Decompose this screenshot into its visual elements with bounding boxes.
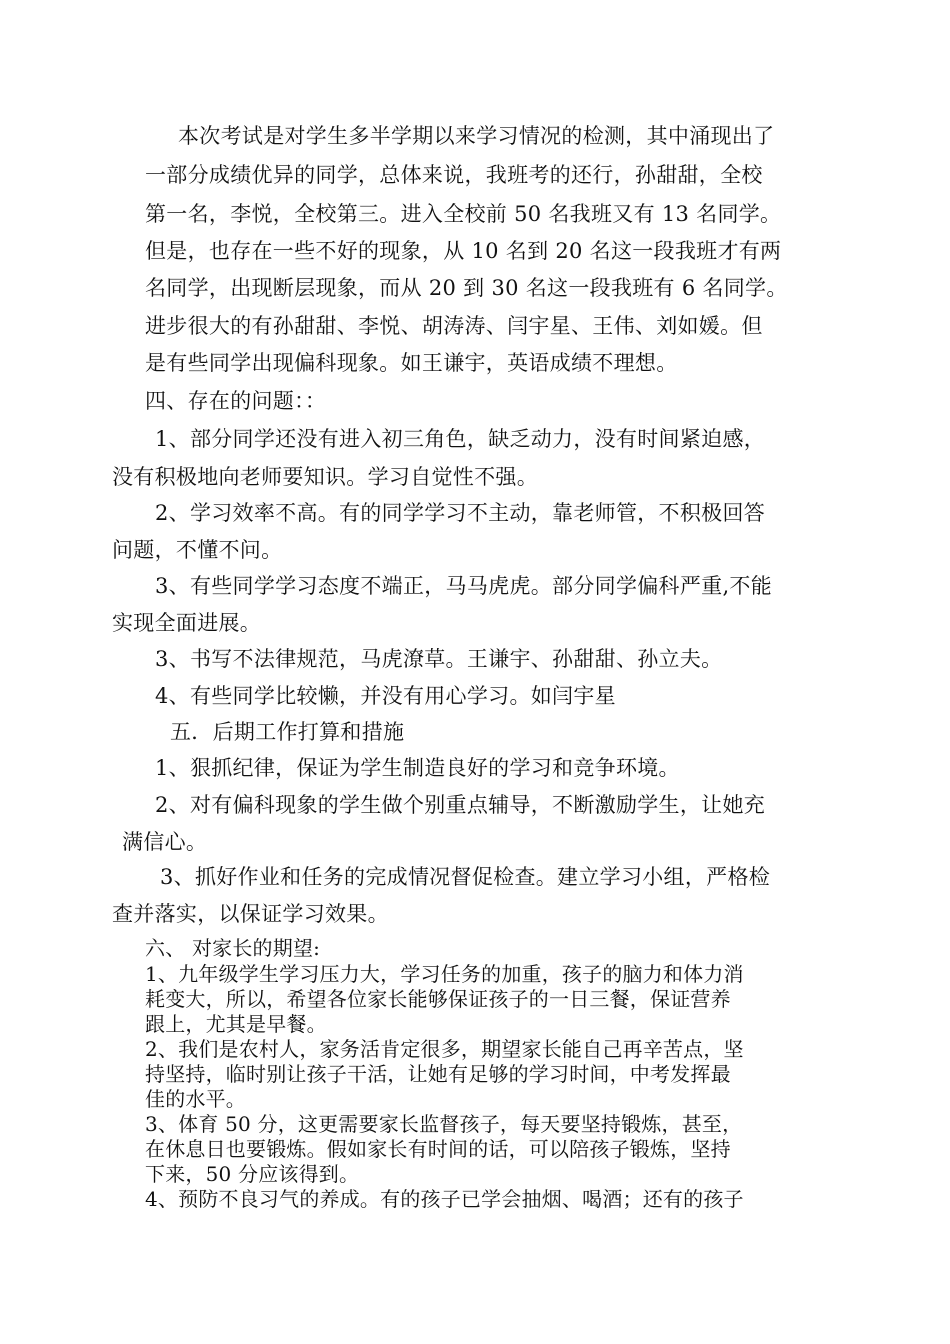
section4-item-3b: 实现全面进展。 <box>112 611 262 635</box>
section4-item-2b: 问题，不懂不问。 <box>112 538 283 562</box>
section4-item-3a: 3、有些同学学习态度不端正，马马虎虎。部分同学偏科严重,不能 <box>155 574 773 598</box>
summary-line-7: 是有些同学出现偏科现象。如王谦宇，英语成绩不理想。 <box>145 351 678 375</box>
section4-item-4: 3、书写不法律规范，马虎潦草。王谦宇、孙甜甜、孙立夫。 <box>155 647 723 671</box>
summary-line-1: 本次考试是对学生多半学期以来学习情况的检测，其中涌现出了 <box>178 124 775 148</box>
section6-item-3a: 3、体育 50 分，这更需要家长监督孩子，每天要坚持锻炼，甚至， <box>145 1112 743 1136</box>
summary-line-4: 但是，也存在一些不好的现象，从 10 名到 20 名这一段我班才有两 <box>145 239 782 263</box>
section6-item-2b: 持坚持，临时别让孩子干活，让她有足够的学习时间，中考发挥最 <box>145 1062 731 1086</box>
summary-line-3: 第一名，李悦，全校第三。进入全校前 50 名我班又有 13 名同学。 <box>145 202 782 226</box>
section5-item-2a: 2、对有偏科现象的学生做个别重点辅导，不断激励学生，让她充 <box>155 793 766 817</box>
section4-item-2a: 2、学习效率不高。有的同学学习不主动，靠老师管，不积极回答 <box>155 501 766 525</box>
section6-item-2c: 佳的水平。 <box>145 1087 246 1111</box>
summary-line-2: 一部分成绩优异的同学，总体来说，我班考的还行，孙甜甜，全校 <box>145 163 763 187</box>
section6-item-1a: 1、九年级学生学习压力大，学习任务的加重，孩子的脑力和体力消 <box>145 962 744 986</box>
section4-item-1b: 没有积极地向老师要知识。学习自觉性不强。 <box>112 465 538 489</box>
section4-item-1a: 1、部分同学还没有进入初三角色，缺乏动力，没有时间紧迫感， <box>155 427 766 451</box>
summary-line-5: 名同学，出现断层现象，而从 20 到 30 名这一段我班有 6 名同学。 <box>145 276 788 300</box>
section6-item-2a: 2、我们是农村人，家务活肯定很多，期望家长能自己再辛苦点，坚 <box>145 1037 744 1061</box>
section5-item-1: 1、狠抓纪律，保证为学生制造良好的学习和竞争环境。 <box>155 756 680 780</box>
section5-item-3b: 查并落实，以保证学习效果。 <box>112 902 389 926</box>
section5-item-3a: 3、抓好作业和任务的完成情况督促检查。建立学习小组，严格检 <box>160 865 771 889</box>
section6-item-3b: 在休息日也要锻炼。假如家长有时间的话，可以陪孩子锻炼，坚持 <box>145 1137 731 1161</box>
section6-item-4a: 4、预防不良习气的养成。有的孩子已学会抽烟、喝酒；还有的孩子 <box>145 1187 744 1211</box>
section6-item-1b: 耗变大，所以，希望各位家长能够保证孩子的一日三餐，保证营养 <box>145 987 731 1011</box>
section6-heading: 六、 对家长的期望: <box>145 936 321 960</box>
section4-heading: 四、存在的问题：： <box>145 389 327 413</box>
section5-item-2b: 满信心。 <box>122 830 208 854</box>
section5-heading: 五．后期工作打算和措施 <box>170 720 405 744</box>
section6-item-1c: 跟上，尤其是早餐。 <box>145 1012 327 1036</box>
section4-item-5: 4、有些同学比较懒，并没有用心学习。如闫宇星 <box>155 684 616 708</box>
section6-item-3c: 下来，50 分应该得到。 <box>145 1162 360 1186</box>
summary-line-6: 进步很大的有孙甜甜、李悦、胡涛涛、闫宇星、王伟、刘如媛。但 <box>145 314 763 338</box>
